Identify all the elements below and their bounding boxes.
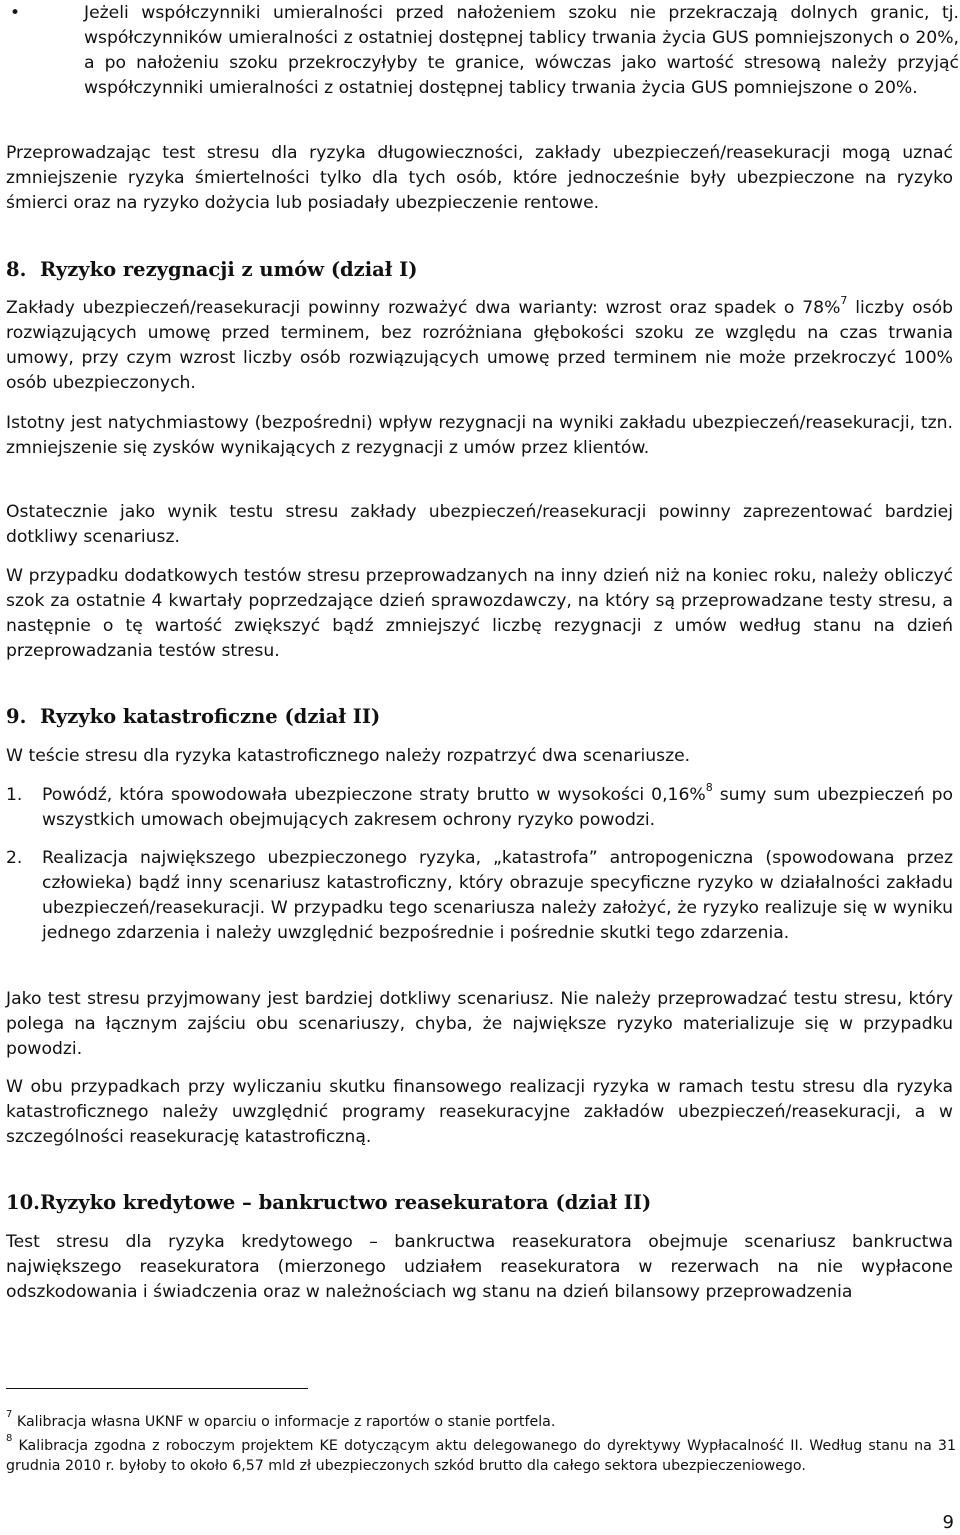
footnote-text: Kalibracja zgodna z roboczym projektem KE dotyczącym aktu delegowanego do dyrektywy Wypłacalność II. Według stanu na 31 grudnia 2010 r. byłoby to około 6,57 mld zł ubezpieczonych szkód brutto dla całego sektora ubezpieczeniowego. xyxy=(6,1438,956,1474)
paragraph-text: liczby osób rozwiązujących umowę przed terminem, bez rozróżniana głębokości szoku ze względu na czas trwania umowy, przy czym wzrost liczby osób rozwiązujących umowę przed terminem nie może przekroczyć 100% osób ubezpieczonych. xyxy=(6,298,953,393)
section-8-paragraph-2: Istotny jest natychmiastowy (bezpośredni) wpływ rezygnacji na wyniki zakładu ubezpieczeń/reasekuracji, tzn. zmniejszenie się zysków wynikających z rezygnacji z umów przez klientów. xyxy=(6,413,953,458)
list-item-text xyxy=(42,783,953,833)
paragraph-longevity: Przeprowadzając test stresu dla ryzyka długowieczności, zakłady ubezpieczeń/reasekuracji mogą uznać zmniejszenie ryzyka śmiertelności tylko dla tych osób, które jednocześnie były ubezpieczone na ryzyko śmierci oraz na ryzyko dożycia lub posiadały ubezpieczenie rentowe. xyxy=(6,143,953,213)
list-item-text: Realizacja największego ubezpieczonego ryzyka, „katastrofa” antropogeniczna (spowodowana przez człowieka) bądź inny scenariusz katastroficzny, który obrazuje specyficzne ryzyko w działalności zakładu ubezpieczeń/reasekuracji. W przypadku tego scenariusza należy założyć, że ryzyko realizuje się w wyniku jednego zdarzenia i należy uwzględnić bezpośrednie i pośrednie skutki tego zdarzenia. xyxy=(42,848,953,943)
section-title: Ryzyko rezygnacji z umów (dział I) xyxy=(40,258,418,281)
section-8-paragraph-3: Ostatecznie jako wynik testu stresu zakłady ubezpieczeń/reasekuracji powinny zaprezentować bardziej dotkliwy scenariusz. xyxy=(6,502,953,547)
footnote-7 xyxy=(6,1409,956,1432)
section-10-heading xyxy=(6,1190,651,1216)
footnote-separator xyxy=(6,1388,308,1389)
footnote-ref-8[interactable]: 8 xyxy=(705,781,713,795)
section-title: Ryzyko kredytowe – bankructwo reasekuratora (dział II) xyxy=(40,1191,652,1214)
section-8-heading xyxy=(6,257,417,283)
section-number: 9. xyxy=(6,705,27,728)
section-10-paragraph-1: Test stresu dla ryzyka kredytowego – bankructwa reasekuratora obejmuje scenariusz bankructwa największego reasekuratora (mierzonego udziałem reasekuratora w rezerwach na nie wypłacone odszkodowania i świadczenia oraz w należnościach wg stanu na dzień bilansowy przeprowadzenia xyxy=(6,1232,953,1302)
section-8-paragraph-1 xyxy=(6,296,953,396)
section-9-heading xyxy=(6,704,380,730)
footnote-marker: 8 xyxy=(6,1433,13,1445)
footnote-marker: 7 xyxy=(6,1409,13,1421)
paragraph-text: Zakłady ubezpieczeń/reasekuracji powinny rozważyć dwa warianty: wzrost oraz spadek o 78% xyxy=(6,298,841,318)
section-9-paragraph-1: Jako test stresu przyjmowany jest bardziej dotkliwy scenariusz. Nie należy przeprowadzać testu stresu, który polega na łącznym zajściu obu scenariuszy, chyba, że największe ryzyko materializuje się w przypadku powodzi. xyxy=(6,989,953,1059)
section-9-intro: W teście stresu dla ryzyka katastroficznego należy rozpatrzyć dwa scenariusze. xyxy=(6,746,691,766)
section-9-paragraph-2: W obu przypadkach przy wyliczaniu skutku finansowego realizacji ryzyka w ramach testu stresu dla ryzyka katastroficznego należy uwzględnić programy reasekuracyjne zakładów ubezpieczeń/reasekuracji, a w szczególności reasekurację katastroficzną. xyxy=(6,1077,953,1147)
list-number: 1. xyxy=(6,785,23,805)
section-number: 10. xyxy=(6,1191,40,1214)
bullet-icon: • xyxy=(10,3,21,23)
section-number: 8. xyxy=(6,258,27,281)
list-item-text-part: Powódź, która spowodowała ubezpieczone straty brutto w wysokości 0,16% xyxy=(42,785,706,805)
footnote-text: Kalibracja własna UKNF w oparciu o informacje z raportów o stanie portfela. xyxy=(16,1414,556,1430)
section-8-paragraph-4: W przypadku dodatkowych testów stresu przeprowadzanych na inny dzień niż na koniec roku, należy obliczyć szok za ostatnie 4 kwartały poprzedzające dzień sprawozdawczy, na który są przeprowadzane testy stresu, a następnie o tę wartość zwiększyć bądź zmniejszyć liczbę rezygnacji z umów według stanu na dzień przeprowadzania testów stresu. xyxy=(6,566,953,661)
section-title: Ryzyko katastroficzne (dział II) xyxy=(40,705,381,728)
bullet-text: Jeżeli współczynniki umieralności przed nałożeniem szoku nie przekraczają dolnych granic, tj. współczynników umieralności z ostatniej dostępnej tablicy trwania życia GUS pomniejszonych o 20%, a po nałożeniu szoku przekroczyłyby te granice, wówczas jako wartość stresową należy przyjąć współczynniki umieralności z ostatniej dostępnej tablicy trwania życia GUS pomniejszone o 20%. xyxy=(84,3,959,98)
list-number: 2. xyxy=(6,848,23,868)
list-item-text-part: sumy sum ubezpieczeń po wszystkich umowach obejmujących zakresem ochrony ryzyko powodzi. xyxy=(42,785,953,830)
footnote-8 xyxy=(6,1433,956,1476)
page-number: 9 xyxy=(942,1512,954,1533)
footnote-ref-7[interactable]: 7 xyxy=(840,294,848,308)
